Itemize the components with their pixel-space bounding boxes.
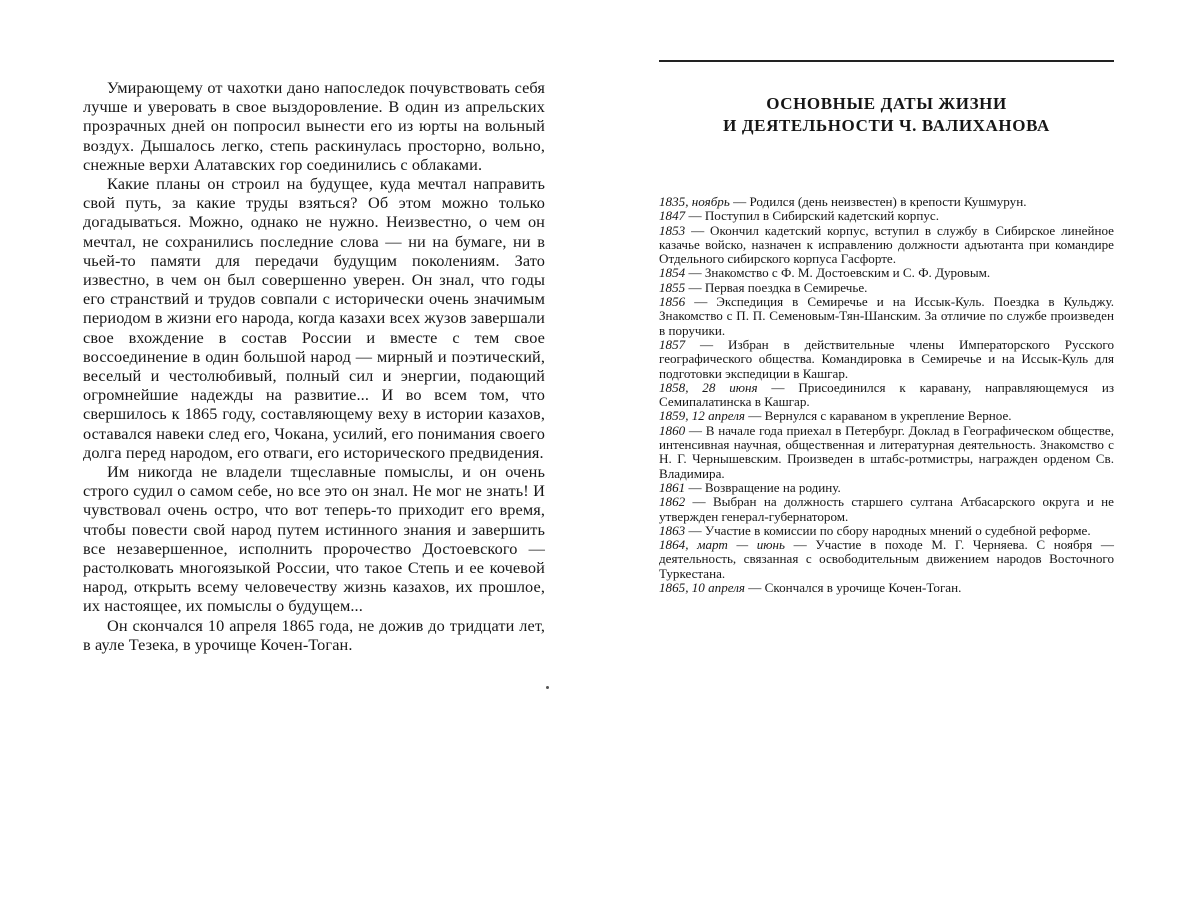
chronology-entry <box>659 209 1114 223</box>
paragraph-2: Какие планы он строил на будущее, куда мечтал направить свой путь, за какие труды взяться? Об этом можно только догадываться. Можно, однако не нужно. Неизвестно, о чем он мечтал, не сохранились последние слова — ни на бумаге, ни в чьей-то памяти для передачи будущим поколениям. Зато известно, в чем он был совершенно уверен. Он знал, что годы его странствий и трудов совпали с исторически очень значимым периодом в жизни его народа, когда казахи всех жузов завершали свое вхождение в состав России и вместе с тем свое воссоединение в один большой народ — мирный и поэтический, веселый и честолюбивый, полный сил и энергии, подающий огромнейшие надежды на развитие... И во всем том, что свершилось к 1865 году, составляющему веху в истории казахов, оставался навеки след его, Чокана, усилий, его понимания своего долга перед народом, его отваги, его исторического предвидения. <box>83 174 545 462</box>
chronology-title-line-1: ОСНОВНЫЕ ДАТЫ ЖИЗНИ <box>659 93 1114 115</box>
chronology-entry <box>659 409 1114 423</box>
entry-date: 1858, 28 июня <box>659 380 758 395</box>
entry-date: 1847 <box>659 208 685 223</box>
chronology-entry <box>659 381 1114 410</box>
entry-date: 1855 <box>659 280 685 295</box>
chronology-entry <box>659 538 1114 581</box>
entry-text: — Экспедиция в Семиречье и на Иссык-Куль. Поездка в Кульджу. Знакомство с П. П. Семеновым-Тян-Шанским. За отличие по службе произведен в поручики. <box>659 294 1114 338</box>
chronology-entry <box>659 195 1114 209</box>
entry-text: — Поступил в Сибирский кадетский корпус. <box>685 208 939 223</box>
left-page <box>0 0 600 922</box>
entry-text: — Присоединился к каравану, направляющемуся из Семипалатинска в Кашгар. <box>659 380 1114 409</box>
entry-text: — Возвращение на родину. <box>685 480 841 495</box>
entry-text: — Окончил кадетский корпус, вступил в службу в Сибирское линейное казачье войско, назначен к исправлению должности адъютанта при командире Отдельного сибирского корпуса Гасфорте. <box>659 223 1114 267</box>
chronology-entry <box>659 495 1114 524</box>
entry-date: 1854 <box>659 265 685 280</box>
entry-text: — Скончался в урочище Кочен-Тоган. <box>745 580 961 595</box>
entry-date: 1835, ноябрь <box>659 194 730 209</box>
narrative-text <box>83 78 545 654</box>
entry-date: 1863 <box>659 523 685 538</box>
chronology-title-line-2: И ДЕЯТЕЛЬНОСТИ Ч. ВАЛИХАНОВА <box>659 115 1114 137</box>
entry-date: 1853 <box>659 223 685 238</box>
entry-text: — Избран в действительные члены Императорского Русского географического общества. Командировка в Семиречье и на Иссык-Куль для подготовки экспедиции в Кашгар. <box>659 337 1114 381</box>
entry-date: 1865, 10 апреля <box>659 580 745 595</box>
chronology-entry <box>659 424 1114 481</box>
stray-ink-mark <box>546 686 549 689</box>
entry-date: 1862 <box>659 494 685 509</box>
chronology-entry <box>659 224 1114 267</box>
chronology-entry <box>659 481 1114 495</box>
paragraph-4: Он скончался 10 апреля 1865 года, не дожив до тридцати лет, в ауле Тезека, в урочище Кочен-Тоган. <box>83 616 545 654</box>
entry-date: 1856 <box>659 294 685 309</box>
entry-text: — Знакомство с Ф. М. Достоевским и С. Ф. Дуровым. <box>685 265 990 280</box>
entry-text: — Участие в походе М. Г. Черняева. С ноября — деятельность, связанная с освободительным движением народов Восточного Туркестана. <box>659 537 1114 581</box>
entry-date: 1860 <box>659 423 685 438</box>
paragraph-1: Умирающему от чахотки дано напоследок почувствовать себя лучше и уверовать в свое выздоровление. В один из апрельских прозрачных дней он попросил вынести его из юрты на вольный воздух. Дышалось легко, степь раскинулась просторно, вольно, снежные верхи Алатавских гор соединились с облаками. <box>83 78 545 174</box>
chronology-entry <box>659 581 1114 595</box>
chronology-list <box>659 195 1114 595</box>
entry-text: — В начале года приехал в Петербург. Доклад в Географическом обществе, интенсивная научная, общественная и литературная деятельность. Знакомство с Н. Г. Чернышевским. Произведен в штабс-ротмистры, награжден орденом Св. Владимира. <box>659 423 1114 481</box>
entry-text: — Родился (день неизвестен) в крепости Кушмурун. <box>730 194 1027 209</box>
chronology-title <box>659 93 1114 137</box>
chronology-entry <box>659 295 1114 338</box>
entry-text: — Первая поездка в Семиречье. <box>685 280 867 295</box>
entry-text: — Вернулся с караваном в укрепление Верное. <box>745 408 1012 423</box>
chronology-entry <box>659 266 1114 280</box>
chronology-entry <box>659 281 1114 295</box>
chronology-entry <box>659 338 1114 381</box>
entry-date: 1861 <box>659 480 685 495</box>
top-rule <box>659 60 1114 62</box>
entry-date: 1864, март — июнь <box>659 537 785 552</box>
entry-date: 1859, 12 апреля <box>659 408 745 423</box>
entry-date: 1857 <box>659 337 685 352</box>
entry-text: — Выбран на должность старшего султана Атбасарского округа и не утвержден генерал-губернатором. <box>659 494 1114 523</box>
paragraph-3: Им никогда не владели тщеславные помыслы, и он очень строго судил о самом себе, но все это он знал. Не мог не знать! И чувствовал очень остро, что вот теперь-то приходит его время, чтобы повести свой народ путем истинного знания и завершить все незавершенное, исполнить пророчество Достоевского — растолковать многоязыкой России, что такое Степь и ее кочевой народ, открыть всему человечеству жизнь казахов, их прошлое, их настоящее, их помыслы о будущем... <box>83 462 545 616</box>
entry-text: — Участие в комиссии по сбору народных мнений о судебной реформе. <box>685 523 1090 538</box>
chronology-entry <box>659 524 1114 538</box>
